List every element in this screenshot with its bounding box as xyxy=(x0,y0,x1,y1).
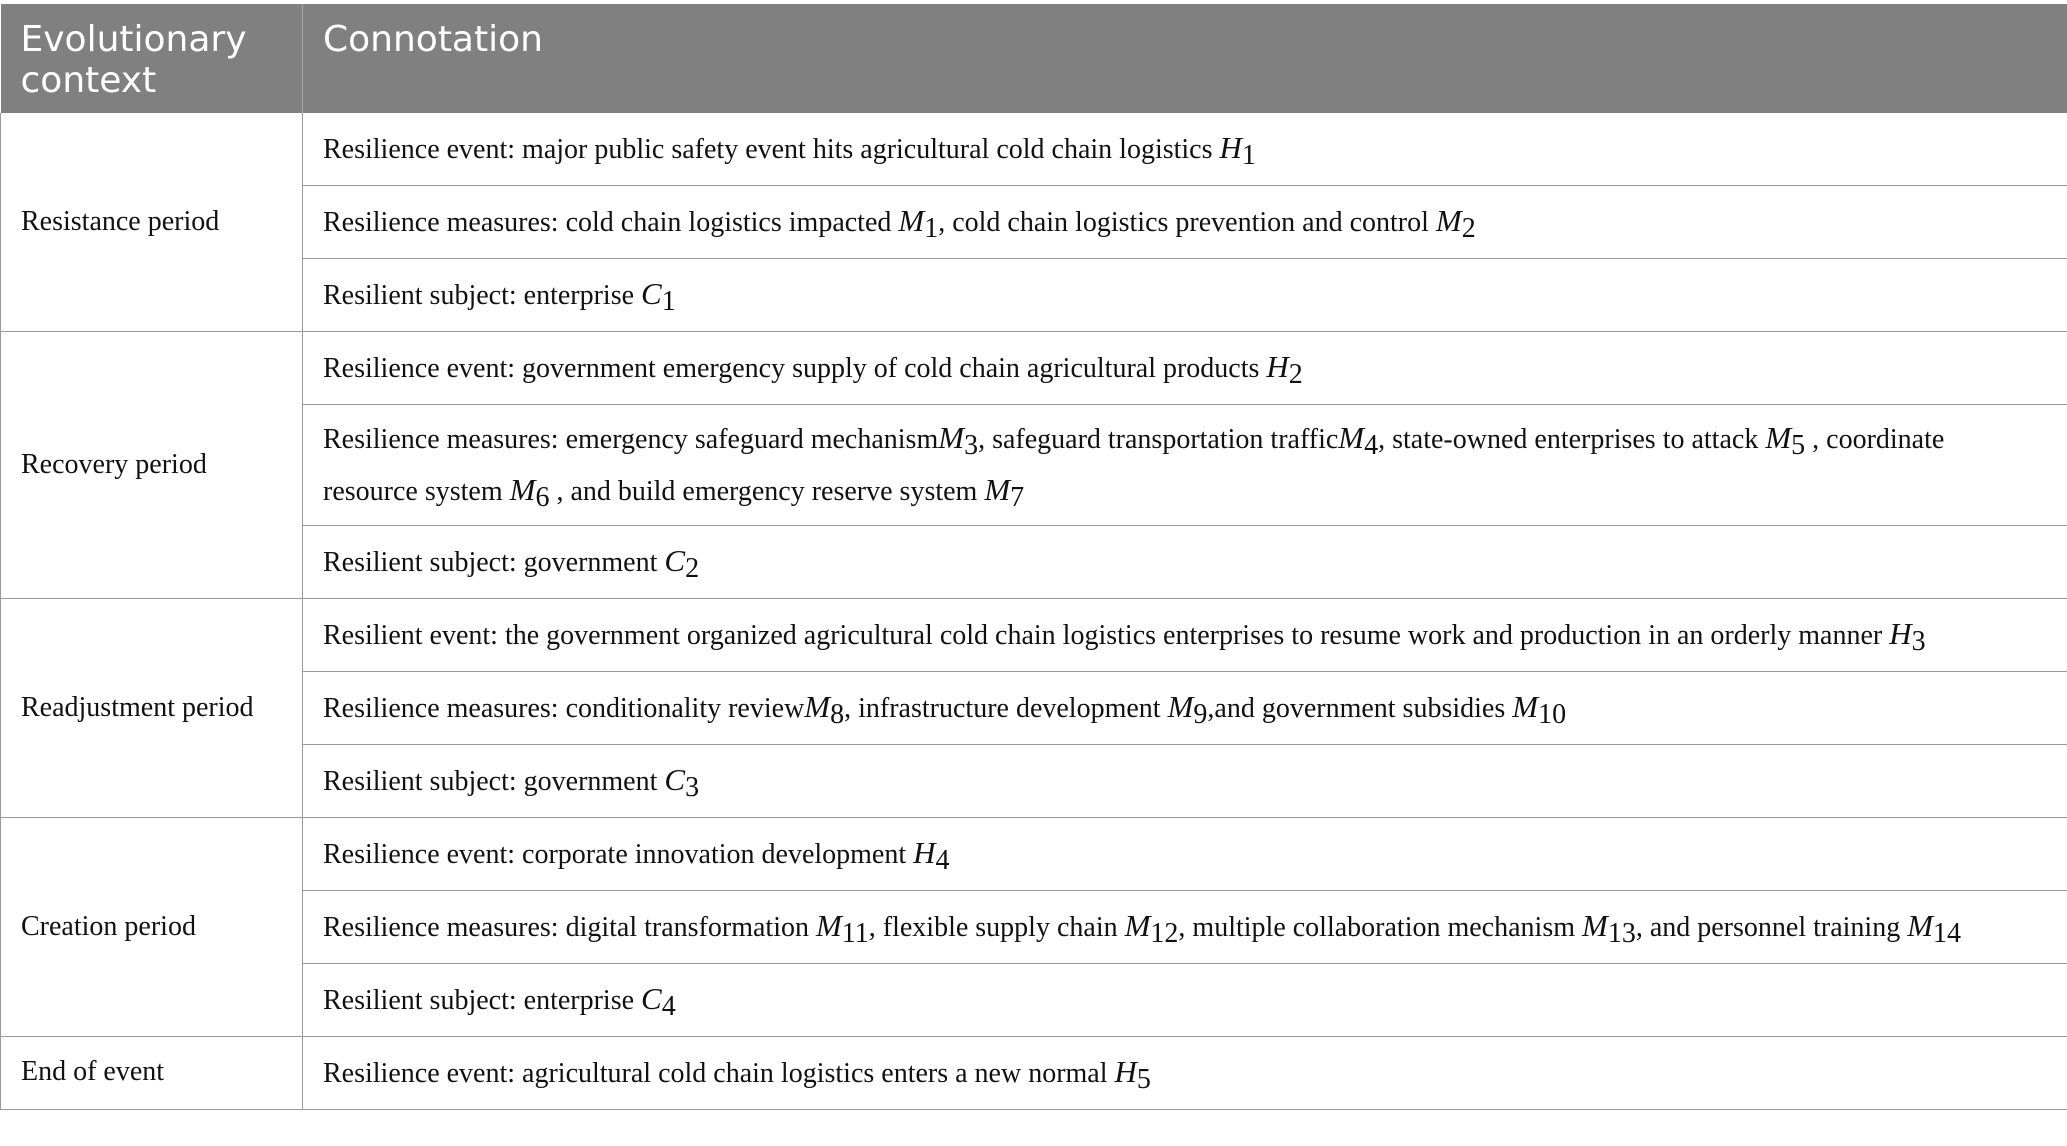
connotation-cell xyxy=(303,672,2067,745)
connotation-cell xyxy=(303,818,2067,891)
table-row xyxy=(1,526,2067,599)
symbol: M1 xyxy=(898,203,939,244)
table-row xyxy=(1,1037,2067,1110)
cell-text: , safeguard transportation traffic xyxy=(978,424,1339,455)
connotation-cell xyxy=(303,259,2067,332)
connotation-cell xyxy=(303,964,2067,1037)
cell-text: , coordinate resource system xyxy=(323,424,1945,507)
table-row xyxy=(1,332,2067,405)
symbol: M7 xyxy=(984,472,1025,513)
symbol: H1 xyxy=(1219,130,1256,171)
header-connotation: Connotation xyxy=(303,4,2067,113)
table xyxy=(0,4,2067,1110)
table-header xyxy=(1,4,2067,113)
table-row xyxy=(1,405,2067,526)
context-cell: Creation period xyxy=(1,818,303,1037)
cell-text: Resilient event: the government organized agricultural cold chain logistics enterprises to resume work and production in an orderly manner xyxy=(323,620,1883,651)
context-cell: Readjustment period xyxy=(1,599,303,818)
cell-text: Resilience event: corporate innovation development xyxy=(323,839,907,870)
context-cell: End of event xyxy=(1,1037,303,1110)
cell-text: Resilience measures: cold chain logistics impacted xyxy=(323,207,892,238)
connotation-table xyxy=(0,4,2067,1110)
table-row xyxy=(1,818,2067,891)
symbol: C2 xyxy=(664,543,700,584)
symbol: M12 xyxy=(1124,908,1179,949)
cell-text: , flexible supply chain xyxy=(868,912,1118,943)
symbol: M2 xyxy=(1435,203,1476,244)
cell-text: Resilient subject: government xyxy=(323,547,658,578)
table-row xyxy=(1,259,2067,332)
connotation-cell xyxy=(303,526,2067,599)
symbol: H3 xyxy=(1889,616,1926,657)
connotation-cell xyxy=(303,113,2067,186)
cell-text: Resilience event: government emergency supply of cold chain agricultural products xyxy=(323,353,1260,384)
symbol: M10 xyxy=(1512,689,1567,730)
table-row xyxy=(1,186,2067,259)
connotation-cell xyxy=(303,186,2067,259)
cell-text: , cold chain logistics prevention and control xyxy=(938,207,1429,238)
table-row xyxy=(1,964,2067,1037)
symbol: M9 xyxy=(1167,689,1208,730)
table-row xyxy=(1,745,2067,818)
symbol: M5 xyxy=(1765,420,1806,461)
connotation-cell xyxy=(303,405,2067,526)
context-cell: Resistance period xyxy=(1,113,303,332)
symbol: M8 xyxy=(804,689,845,730)
connotation-cell xyxy=(303,891,2067,964)
cell-text: , state-owned enterprises to attack xyxy=(1378,424,1759,455)
cell-text: , and personnel training xyxy=(1635,912,1901,943)
cell-text: , and build emergency reserve system xyxy=(556,476,978,507)
cell-text: Resilience measures: emergency safeguard mechanism xyxy=(323,424,939,455)
cell-text: , multiple collaboration mechanism xyxy=(1178,912,1575,943)
symbol: M13 xyxy=(1582,908,1636,949)
symbol: C1 xyxy=(641,276,676,317)
symbol: H5 xyxy=(1114,1054,1151,1095)
connotation-cell xyxy=(303,1037,2067,1110)
symbol: M4 xyxy=(1338,420,1379,461)
cell-text: Resilient subject: enterprise xyxy=(323,280,635,311)
cell-text: Resilient subject: enterprise xyxy=(323,985,635,1016)
cell-text: Resilience measures: conditionality review xyxy=(323,693,805,724)
connotation-cell xyxy=(303,745,2067,818)
symbol: M6 xyxy=(509,472,550,513)
symbol: H4 xyxy=(913,835,950,876)
connotation-cell xyxy=(303,599,2067,672)
connotation-cell xyxy=(303,332,2067,405)
cell-text: Resilience event: agricultural cold chain logistics enters a new normal xyxy=(323,1058,1108,1089)
symbol: C4 xyxy=(641,981,676,1022)
table-row xyxy=(1,599,2067,672)
cell-text: ,and government subsidies xyxy=(1207,693,1506,724)
table-row xyxy=(1,672,2067,745)
table-row xyxy=(1,113,2067,186)
symbol: M3 xyxy=(938,420,979,461)
symbol: C3 xyxy=(664,762,700,803)
table-row xyxy=(1,891,2067,964)
cell-text: Resilience measures: digital transformation xyxy=(323,912,809,943)
context-cell: Recovery period xyxy=(1,332,303,599)
cell-text: Resilient subject: government xyxy=(323,766,658,797)
cell-text: , infrastructure development xyxy=(844,693,1161,724)
symbol: H2 xyxy=(1266,349,1303,390)
symbol: M14 xyxy=(1907,908,1962,949)
table-body xyxy=(1,113,2067,1110)
header-evolutionary-context: Evolutionary context xyxy=(1,4,303,113)
symbol: M11 xyxy=(815,908,869,949)
cell-text: Resilience event: major public safety event hits agricultural cold chain logistics xyxy=(323,134,1213,165)
